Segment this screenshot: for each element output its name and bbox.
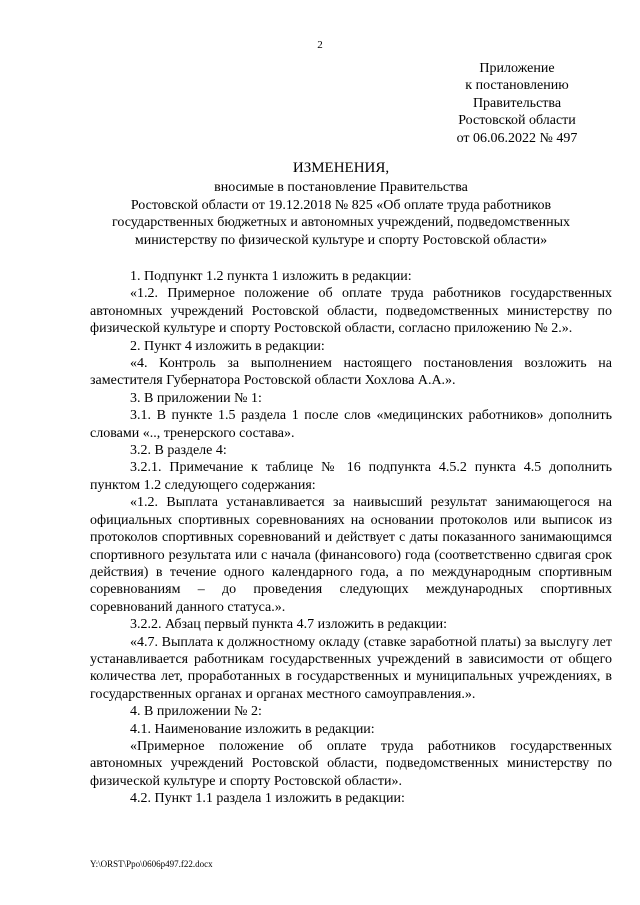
heading-line: государственных бюджетных и автономных учреждений, подведомственных: [112, 215, 570, 231]
document-heading: [80, 160, 602, 249]
document-body: [90, 268, 612, 808]
heading-line: министерству по физической культуре и спорту Ростовской области»: [134, 232, 548, 248]
appendix-block: [432, 60, 602, 147]
heading-line: вносимые в постановление Правительства: [214, 180, 468, 196]
appendix-line: от 06.06.2022 № 497: [456, 130, 578, 146]
paragraph-4-1-text: «Примерное положение об оплате труда работников государственных автономных учреждений Ростовской области, подведомственных министерству по физической культуре и спорту Ростовской области».: [90, 738, 612, 789]
appendix-line: Правительства: [472, 95, 562, 111]
appendix-line: Приложение: [479, 61, 555, 76]
heading-title: ИЗМЕНЕНИЯ,: [292, 160, 390, 176]
file-path-footer: Y:\ORST\Ppo\0606p497.f22.docx: [90, 859, 213, 869]
paragraph-1-2-payment-text: «1.2. Выплата устанавливается за наивысший результат занимающегося на официальных спортивных соревнованиях на основании протоколов или выписок из протоколов спортивных соревнований и действует с даты показанного занимающимся спортивного результата или с начала (финансового) года (соответственно сдвигая срок действия) в течение одного календарного года, а по международным спортивным соревнованиям – до проведения следующих международных спортивных соревнований данного статуса.».: [90, 495, 612, 615]
paragraph-4-text: «4. Контроль за выполнением настоящего постановления возложить на заместителя Губернатора Ростовской области Хохлова А.А.».: [90, 356, 612, 389]
paragraph-4-1: 4.1. Наименование изложить в редакции:: [130, 721, 375, 737]
paragraph-3-2: 3.2. В разделе 4:: [130, 443, 227, 459]
appendix-line: к постановлению: [465, 78, 569, 94]
paragraph-4-7-text: «4.7. Выплата к должностному окладу (ставке заработной платы) за выслугу лет устанавливается работникам государственных учреждений в зависимости от общего количества лет, проработанных в государственных и муниципальных учреждениях, в государственных органах и органах местного самоуправления.».: [90, 634, 612, 702]
heading-line: Ростовской области от 19.12.2018 № 825 «Об оплате труда работников: [130, 197, 552, 213]
appendix-line: Ростовской области: [458, 113, 576, 129]
paragraph-3: 3. В приложении № 1:: [130, 390, 262, 406]
paragraph-4: 4. В приложении № 2:: [130, 704, 262, 720]
paragraph-3-1: 3.1. В пункте 1.5 раздела 1 после слов «медицинских работников» дополнить словами «.., тренерского состава».: [90, 408, 612, 441]
paragraph-1-2-text: «1.2. Примерное положение об оплате труда работников государственных автономных учреждений Ростовской области, подведомственных министерству по физической культуре и спорту Ростовской области, согласно приложению № 2.».: [90, 286, 612, 337]
paragraph-3-2-1: 3.2.1. Примечание к таблице № 16 подпункта 4.5.2 пункта 4.5 дополнить пунктом 1.2 следующего содержания:: [90, 460, 612, 493]
paragraph-4-2: 4.2. Пункт 1.1 раздела 1 изложить в редакции:: [130, 791, 405, 807]
paragraph-3-2-2: 3.2.2. Абзац первый пункта 4.7 изложить в редакции:: [130, 617, 448, 633]
paragraph-1: 1. Подпункт 1.2 пункта 1 изложить в редакции:: [130, 269, 412, 284]
paragraph-2: 2. Пункт 4 изложить в редакции:: [130, 338, 325, 354]
page-number: 2: [317, 39, 323, 51]
